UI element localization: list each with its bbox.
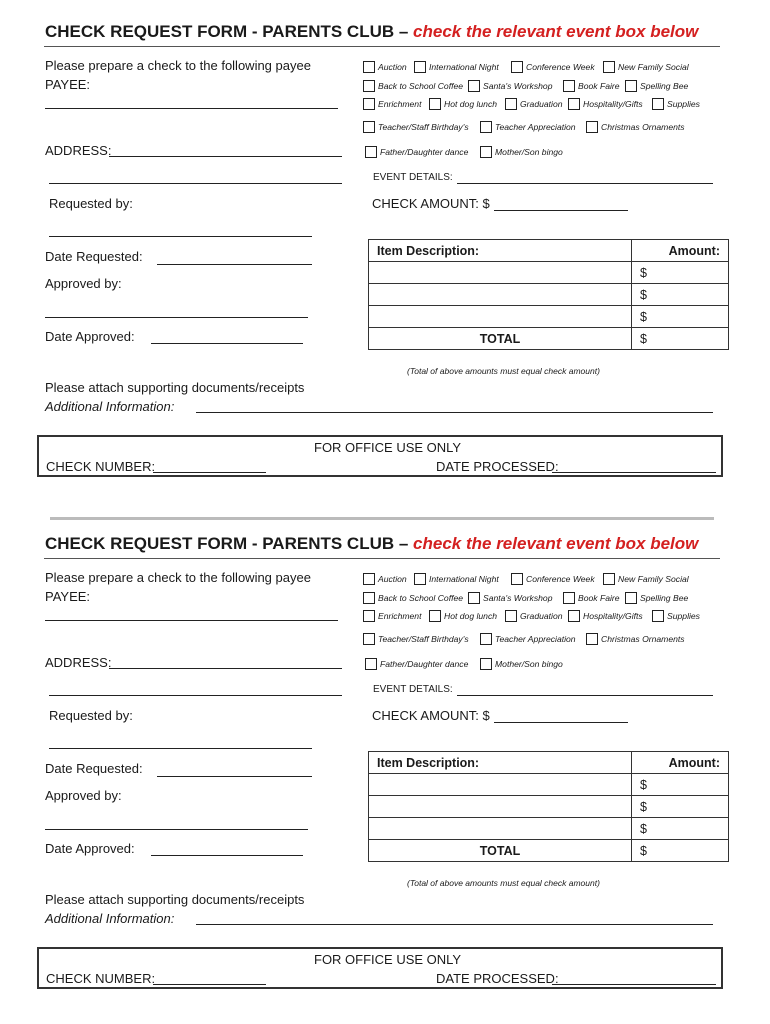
event-details-field[interactable] <box>457 695 713 696</box>
event-checkbox-auction[interactable]: Auction <box>363 61 407 73</box>
total-label: TOTAL <box>369 840 632 862</box>
office-use-label: FOR OFFICE USE ONLY <box>314 440 462 455</box>
date-approved-label: Date Approved: <box>45 841 135 856</box>
event-checkbox-mother-son-bingo[interactable]: Mother/Son bingo <box>480 658 563 670</box>
event-checkbox-mother-son-bingo[interactable]: Mother/Son bingo <box>480 146 563 158</box>
event-checkbox-back-to-school-coffee[interactable]: Back to School Coffee <box>363 592 463 604</box>
event-checkbox-hot-dog-lunch[interactable]: Hot dog lunch <box>429 610 497 622</box>
additional-info-label: Additional Information: <box>45 911 175 926</box>
address-field-line-2[interactable] <box>49 695 342 696</box>
table-header-row <box>369 752 729 774</box>
date-approved-field[interactable] <box>151 855 303 856</box>
event-checkbox-hospitality-gifts[interactable]: Hospitality/Gifts <box>568 98 643 110</box>
requested-by-label: Requested by: <box>49 708 133 723</box>
form-title-instruction: check the relevant event box below <box>413 534 699 553</box>
event-checkbox-book-faire[interactable]: Book Faire <box>563 80 620 92</box>
event-checkbox-back-to-school-coffee[interactable]: Back to School Coffee <box>363 80 463 92</box>
check-number-label: CHECK NUMBER: <box>46 459 156 474</box>
check-amount-field[interactable] <box>494 722 628 723</box>
event-checkbox-enrichment[interactable]: Enrichment <box>363 98 421 110</box>
address-field-line-2[interactable] <box>49 183 342 184</box>
item-description-cell[interactable] <box>369 796 632 818</box>
approved-by-field[interactable] <box>45 829 308 830</box>
requested-by-label: Requested by: <box>49 196 133 211</box>
event-checkbox-conference-week[interactable]: Conference Week <box>511 573 595 585</box>
amount-cell[interactable]: $ <box>632 262 729 284</box>
total-amount-cell[interactable]: $ <box>632 840 729 862</box>
event-checkbox-supplies[interactable]: Supplies <box>652 610 700 622</box>
table-row <box>369 774 729 796</box>
event-checkbox-teacher-appreciation[interactable]: Teacher Appreciation <box>480 121 576 133</box>
table-row <box>369 796 729 818</box>
date-approved-label: Date Approved: <box>45 329 135 344</box>
total-row <box>369 328 729 350</box>
event-checkbox-graduation[interactable]: Graduation <box>505 610 563 622</box>
event-checkbox-father-daughter-dance[interactable]: Father/Daughter dance <box>365 146 468 158</box>
date-processed-field[interactable] <box>552 984 716 985</box>
item-description-cell[interactable] <box>369 774 632 796</box>
event-checkbox-spelling-bee[interactable]: Spelling Bee <box>625 80 688 92</box>
title-divider <box>44 558 720 559</box>
table-row <box>369 284 729 306</box>
form-title-main: CHECK REQUEST FORM - PARENTS CLUB – <box>45 534 409 553</box>
event-details-field[interactable] <box>457 183 713 184</box>
event-checkbox-book-faire[interactable]: Book Faire <box>563 592 620 604</box>
total-note: (Total of above amounts must equal check amount) <box>407 878 600 888</box>
event-checkbox-father-daughter-dance[interactable]: Father/Daughter dance <box>365 658 468 670</box>
event-checkbox-teacher-staff-birthdays[interactable]: Teacher/Staff Birthday's <box>363 633 469 645</box>
payee-field[interactable] <box>45 108 338 109</box>
form-title <box>45 534 698 554</box>
item-description-cell[interactable] <box>369 284 632 306</box>
item-description-cell[interactable] <box>369 818 632 840</box>
check-amount-field[interactable] <box>494 210 628 211</box>
check-amount-label: CHECK AMOUNT: $ <box>372 708 490 723</box>
approved-by-label: Approved by: <box>45 276 122 291</box>
attach-documents-text: Please attach supporting documents/receipts <box>45 380 305 395</box>
form-title <box>45 22 698 42</box>
office-use-box <box>37 435 723 477</box>
requested-by-field[interactable] <box>49 748 312 749</box>
date-requested-field[interactable] <box>157 264 312 265</box>
event-checkbox-teacher-appreciation[interactable]: Teacher Appreciation <box>480 633 576 645</box>
date-requested-label: Date Requested: <box>45 761 143 776</box>
address-label: ADDRESS: <box>45 655 112 670</box>
event-checkbox-new-family-social[interactable]: New Family Social <box>603 573 689 585</box>
date-requested-field[interactable] <box>157 776 312 777</box>
form-title-instruction: check the relevant event box below <box>413 22 699 41</box>
items-table <box>368 751 729 862</box>
event-checkbox-international-night[interactable]: International Night <box>414 61 499 73</box>
date-requested-label: Date Requested: <box>45 249 143 264</box>
event-checkbox-hot-dog-lunch[interactable]: Hot dog lunch <box>429 98 497 110</box>
check-number-field[interactable] <box>153 984 266 985</box>
address-field-line-1[interactable] <box>109 668 342 669</box>
event-checkbox-christmas-ornaments[interactable]: Christmas Ornaments <box>586 121 685 133</box>
payee-field[interactable] <box>45 620 338 621</box>
event-checkbox-supplies[interactable]: Supplies <box>652 98 700 110</box>
payee-label: PAYEE: <box>45 77 91 92</box>
prepare-check-text: Please prepare a check to the following payee <box>45 570 311 585</box>
event-checkbox-new-family-social[interactable]: New Family Social <box>603 61 689 73</box>
amount-cell[interactable]: $ <box>632 796 729 818</box>
approved-by-field[interactable] <box>45 317 308 318</box>
items-table <box>368 239 729 350</box>
total-note: (Total of above amounts must equal check amount) <box>407 366 600 376</box>
office-use-box <box>37 947 723 989</box>
amount-cell[interactable]: $ <box>632 818 729 840</box>
approved-by-label: Approved by: <box>45 788 122 803</box>
total-label: TOTAL <box>369 328 632 350</box>
additional-info-label: Additional Information: <box>45 399 175 414</box>
attach-documents-text: Please attach supporting documents/receipts <box>45 892 305 907</box>
table-row <box>369 306 729 328</box>
event-checkbox-santas-workshop[interactable]: Santa's Workshop <box>468 80 552 92</box>
item-description-cell[interactable] <box>369 306 632 328</box>
event-checkbox-graduation[interactable]: Graduation <box>505 98 563 110</box>
item-description-header: Item Description: <box>369 752 632 774</box>
total-row <box>369 840 729 862</box>
item-description-header: Item Description: <box>369 240 632 262</box>
title-divider <box>44 46 720 47</box>
amount-cell[interactable]: $ <box>632 774 729 796</box>
event-checkbox-international-night[interactable]: International Night <box>414 573 499 585</box>
event-checkbox-teacher-staff-birthdays[interactable]: Teacher/Staff Birthday's <box>363 121 469 133</box>
check-number-field[interactable] <box>153 472 266 473</box>
payee-label: PAYEE: <box>45 589 91 604</box>
amount-header: Amount: <box>632 752 729 774</box>
check-amount-label: CHECK AMOUNT: $ <box>372 196 490 211</box>
form-title-main: CHECK REQUEST FORM - PARENTS CLUB – <box>45 22 409 41</box>
event-checkbox-auction[interactable]: Auction <box>363 573 407 585</box>
item-description-cell[interactable] <box>369 262 632 284</box>
table-row <box>369 262 729 284</box>
check-number-label: CHECK NUMBER: <box>46 971 156 986</box>
date-processed-label: DATE PROCESSED: <box>436 971 559 986</box>
event-checkbox-santas-workshop[interactable]: Santa's Workshop <box>468 592 552 604</box>
additional-info-field[interactable] <box>196 924 713 925</box>
event-checkbox-enrichment[interactable]: Enrichment <box>363 610 421 622</box>
address-label: ADDRESS: <box>45 143 112 158</box>
event-checkbox-christmas-ornaments[interactable]: Christmas Ornaments <box>586 633 685 645</box>
event-checkbox-conference-week[interactable]: Conference Week <box>511 61 595 73</box>
date-approved-field[interactable] <box>151 343 303 344</box>
event-checkbox-hospitality-gifts[interactable]: Hospitality/Gifts <box>568 610 643 622</box>
check-request-form-bottom <box>0 512 770 992</box>
amount-cell[interactable]: $ <box>632 306 729 328</box>
event-checkbox-spelling-bee[interactable]: Spelling Bee <box>625 592 688 604</box>
total-amount-cell[interactable]: $ <box>632 328 729 350</box>
office-use-label: FOR OFFICE USE ONLY <box>314 952 462 967</box>
check-request-form-top <box>0 0 770 480</box>
date-processed-label: DATE PROCESSED: <box>436 459 559 474</box>
table-header-row <box>369 240 729 262</box>
event-details-label: EVENT DETAILS: <box>373 684 453 695</box>
address-field-line-1[interactable] <box>109 156 342 157</box>
event-details-label: EVENT DETAILS: <box>373 172 453 183</box>
additional-info-field[interactable] <box>196 412 713 413</box>
table-row <box>369 818 729 840</box>
requested-by-field[interactable] <box>49 236 312 237</box>
date-processed-field[interactable] <box>552 472 716 473</box>
amount-header: Amount: <box>632 240 729 262</box>
prepare-check-text: Please prepare a check to the following payee <box>45 58 311 73</box>
amount-cell[interactable]: $ <box>632 284 729 306</box>
